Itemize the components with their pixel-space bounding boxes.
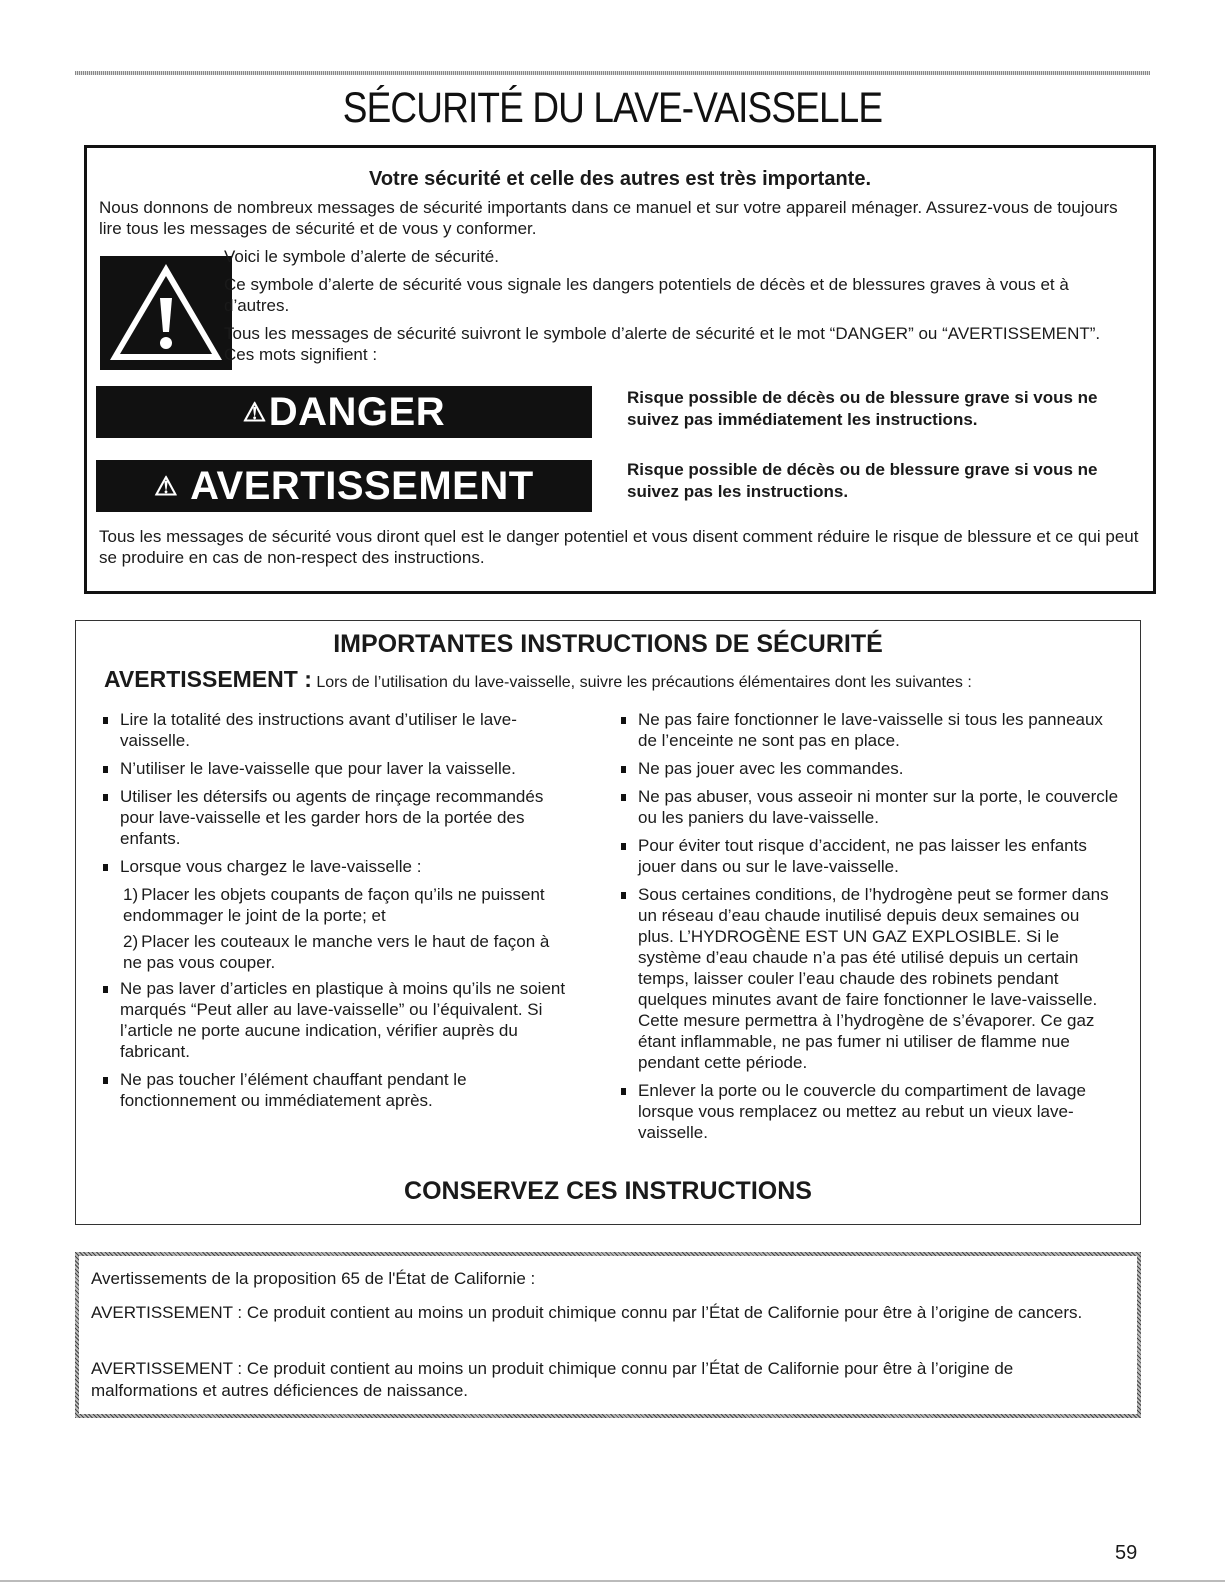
instructions-warning-line — [104, 666, 1134, 693]
sub-list-item: 1) Placer les objets coupants de façon qu’ils ne puissent endommager le joint de la porte; et — [123, 885, 545, 925]
list-item: Lorsque vous chargez le lave-vaisselle : — [101, 856, 571, 877]
bullet-icon — [103, 864, 108, 871]
alert-line-2: Ce symbole d’alerte de sécurité vous signale les dangers potentiels de décès et de blessures graves à vous et à d’autres. — [224, 275, 1069, 315]
prop65-warning-birth-defects: AVERTISSEMENT : Ce produit contient au moins un produit chimique connu par l’État de Californie pour être à l’origine de malformations et autres déficiences de naissance. — [91, 1359, 1014, 1400]
alert-line-3: Tous les messages de sécurité suivront le symbole d’alerte de sécurité et le mot “DANGER” ou “AVERTISSEMENT”. Ces mots signifient : — [224, 324, 1101, 364]
safety-closing: Tous les messages de sécurité vous diront quel est le danger potentiel et vous disent comment réduire le risque de blessure et ce qui peut se produire en cas de non-respect des instructions. — [99, 527, 1139, 567]
warning-alert-icon: ⚠ — [154, 470, 179, 501]
prop65-title: Avertissements de la proposition 65 de l'État de Californie : — [91, 1269, 536, 1288]
important-instructions-box — [75, 620, 1141, 1225]
bullet-icon — [103, 766, 108, 773]
safety-message-box — [84, 145, 1156, 594]
bullet-icon — [103, 986, 108, 993]
bullet-icon — [103, 717, 108, 724]
list-item: Lire la totalité des instructions avant d’utiliser le lave-vaisselle. — [101, 709, 571, 751]
bullet-icon — [621, 766, 626, 773]
bullet-icon — [621, 717, 626, 724]
instructions-heading: IMPORTANTES INSTRUCTIONS DE SÉCURITÉ — [333, 630, 883, 658]
prop65-warning-cancer: AVERTISSEMENT : Ce produit contient au moins un produit chimique connu par l’État de Californie pour être à l’origine de cancers. — [91, 1303, 1083, 1322]
safety-heading: Votre sécurité et celle des autres est très importante. — [368, 168, 872, 190]
list-item: Pour éviter tout risque d’accident, ne pas laisser les enfants jouer dans ou sur le lave-vaisselle. — [619, 835, 1119, 877]
warning-banner — [96, 460, 592, 512]
bullet-icon — [103, 794, 108, 801]
list-item: Ne pas abuser, vous asseoir ni monter sur la porte, le couvercle ou les paniers du lave-vaisselle. — [619, 786, 1119, 828]
danger-label: DANGER — [268, 389, 446, 434]
danger-description: Risque possible de décès ou de blessure grave si vous ne suivez pas immédiatement les instructions. — [627, 388, 1098, 429]
top-rule — [75, 71, 1150, 75]
alert-line-1: Voici le symbole d’alerte de sécurité. — [224, 247, 499, 266]
bullet-icon — [621, 843, 626, 850]
bottom-rule — [0, 1580, 1225, 1582]
bullet-icon — [103, 1077, 108, 1084]
list-item: Utiliser les détersifs ou agents de rinçage recommandés pour lave-vaisselle et les garder hors de la portée des enfants. — [101, 786, 571, 849]
list-item: Ne pas faire fonctionner le lave-vaisselle si tous les panneaux de l’enceinte ne sont pas en place. — [619, 709, 1119, 751]
safety-intro: Nous donnons de nombreux messages de sécurité importants dans ce manuel et sur votre appareil ménager. Assurez-vous de toujours lire tous les messages de sécurité et de vous y conformer. — [99, 198, 1118, 238]
warning-label: AVERTISSEMENT — [190, 463, 534, 508]
prop65-box — [75, 1252, 1141, 1418]
list-item: Ne pas toucher l’élément chauffant pendant le fonctionnement ou immédiatement après. — [101, 1069, 571, 1111]
sub-list-item: 2) Placer les couteaux le manche vers le haut de façon à ne pas vous couper. — [123, 932, 550, 972]
instructions-left-column — [101, 709, 571, 1118]
list-item: Ne pas laver d’articles en plastique à moins qu’ils ne soient marqués “Peut aller au lave-vaisselle” ou l’équivalent. Si l’article ne porte aucune indication, vérifier auprès du fabricant. — [101, 978, 571, 1062]
list-item: Enlever la porte ou le couvercle du compartiment de lavage lorsque vous remplacez ou mettez au rebut un vieux lave-vaisselle. — [619, 1080, 1119, 1143]
save-instructions-footer: CONSERVEZ CES INSTRUCTIONS — [404, 1177, 812, 1205]
bullet-icon — [621, 794, 626, 801]
instructions-warning-sub: Lors de l’utilisation du lave-vaisselle, suivre les précautions élémentaires dont les suivantes : — [316, 674, 972, 691]
instructions-warning-lead: AVERTISSEMENT : — [104, 666, 312, 692]
safety-alert-symbol-icon — [100, 256, 232, 370]
page-number: 59 — [1115, 1542, 1138, 1564]
danger-banner — [96, 386, 592, 438]
danger-alert-icon: ⚠ — [242, 396, 267, 427]
instructions-right-column — [619, 709, 1119, 1150]
list-item: Ne pas jouer avec les commandes. — [619, 758, 1119, 779]
list-item: N’utiliser le lave-vaisselle que pour laver la vaisselle. — [101, 758, 571, 779]
warning-description: Risque possible de décès ou de blessure grave si vous ne suivez pas les instructions. — [627, 460, 1098, 501]
page-title: SÉCURITÉ DU LAVE-VAISSELLE — [342, 84, 883, 132]
bullet-icon — [621, 892, 626, 899]
bullet-icon — [621, 1088, 626, 1095]
list-item: Sous certaines conditions, de l’hydrogène peut se former dans un réseau d’eau chaude inutilisé depuis deux semaines ou plus. L’HYDROGÈNE EST UN GAZ EXPLOSIBLE. Si le système d’eau chaude n’a pas été utilisé depuis un certain temps, laisser couler l’eau chaude des robinets pendant quelques minutes avant de faire fonctionner le lave-vaisselle. Cette mesure permettra à l’hydrogène de s’évaporer. Ce gaz étant inflammable, ne pas fumer ni utiliser de flamme nue pendant cette période. — [619, 884, 1119, 1073]
